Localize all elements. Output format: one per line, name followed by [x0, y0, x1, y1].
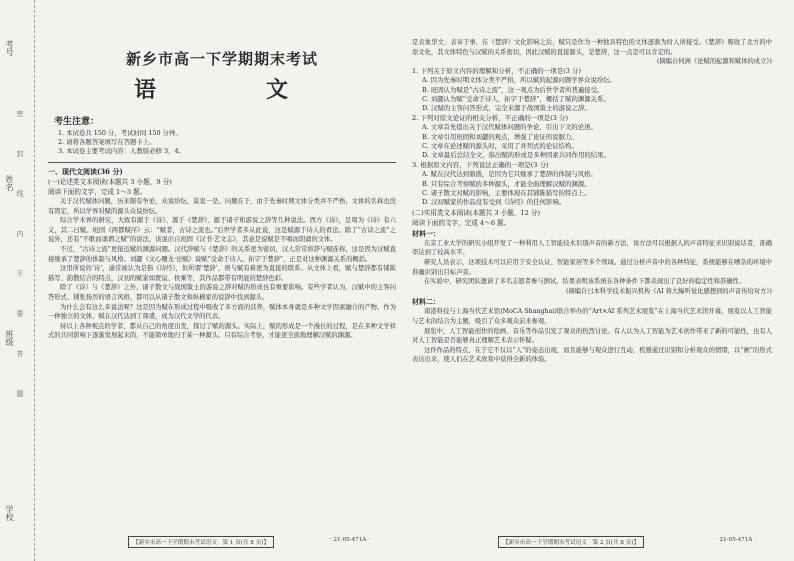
material-source: (摘编自日本科学技术振兴机构《AI 将大幅听觉化感想到的声音传给对方》)	[565, 287, 772, 295]
seal-char: 封	[16, 150, 24, 157]
notice-item: 2. 请将各题答案填写在答题卡上。	[58, 138, 156, 146]
question-option: C. 诸子散文对赋的影响，主要体现在其铺陈描写的特点上。	[422, 189, 591, 198]
seal-char: 密	[16, 110, 24, 117]
passage-source: (摘编自何洲《论赋的起源和赋体的成立》)	[656, 58, 772, 66]
footer-right-code: · 21-05-471A ·	[716, 537, 756, 543]
notice-item: 1. 本试卷共 150 分，考试时间 150 分钟。	[58, 129, 182, 137]
material-paragraph: 展览中，人工智能创作的绘画、音乐等作品引发了观众的热烈讨论。有人认为人工智能为艺术创作带来了新的可能性，也有人对人工智能是否能够真正理解艺术表示怀疑。	[412, 327, 772, 345]
material-paragraph: 这件作品的特点，在于它不仅以“人”的姿态出现，而且能够与观众进行互动，机器通过识别和分析观众的情绪，以“画”的形式表达出来，使人们在艺术欣赏中获得全新的体验。	[412, 346, 772, 364]
binding-label-school: 学校	[5, 505, 14, 521]
footer-left-code: · 21-05-471A ·	[330, 537, 370, 543]
footer-left: 【新乡市高一下学期期末考试语文 第 1 页(共 8 页)】	[128, 536, 274, 548]
material-heading: 材料二：	[412, 297, 440, 307]
seal-char: 要	[16, 310, 24, 317]
section-heading: 一、现代文阅读(36 分)	[48, 167, 123, 176]
question-option: B. 只有综合考察赋的多种源头，才能全面理解汉赋的渊源。	[422, 179, 591, 188]
passage-paragraph: 不过，“古诗之流”更接近赋的渊源问题。汉代辞赋与《楚辞》的关系更为密切，汉人常常将辞与赋连称，这是因为汉赋直接继承了楚辞的体制与风格。刘勰《文心雕龙·诠赋》说赋“受命于诗人，拓宇于楚辞”，正是对这种渊源关系的概括。	[48, 245, 396, 263]
material-heading: 材料一：	[412, 228, 440, 238]
seal-char: 题	[16, 390, 24, 397]
instruction: 阅读下面的文字，完成 1～3 题。	[48, 188, 147, 196]
binding-label-exam-number: 考号	[5, 40, 14, 56]
seal-char: 内	[16, 230, 24, 237]
passage-paragraph: 为什么会有这么多说法呢？这是因为赋在形成过程中吸收了多方面的营养，赋体本身就是多种文学因素融合的产物。作为一种独立的文体，赋在汉代达到了鼎盛，成为汉代文学的代表。	[48, 303, 396, 321]
right-column	[412, 38, 772, 365]
divider	[48, 162, 396, 163]
passage-paragraph: 综合学术界的研究，大致有源于《诗》、源于《楚辞》、源于诸子和游说之辞等几种说法。西方《诗》，是周为《诗》有六义，其二曰赋。班固《两都赋序》云：“赋者，古诗之流也。”后世学者多从此说，这是赋源于诗人的看法。除了“古诗之流”之说外，还有“不歌而诵谓之赋”的说法，该说出自班固《汉书·艺文志》，其意是说赋是不唱而朗诵的文体。	[48, 217, 396, 244]
question-stem: 3. 根据原文内容，下列说法正确的一项是(3 分)	[412, 160, 549, 169]
subsection-heading: (二)实用类文本阅读(本题共 3 小题，12 分)	[412, 208, 541, 217]
question-option: B. 班固认为赋是“古诗之流”，这一观点为后世学者所普遍接受。	[422, 85, 604, 94]
material-paragraph: 研究人员表示，这项技术可以应用于安全认证、智能家居等多个领域。通过分析声音中的各种特征，系统能够在嘈杂的环境中准确识别出目标声音。	[412, 259, 772, 276]
question-option: A. 文章首先提出关于汉代赋体问题的争论，引出下文的论述。	[422, 123, 597, 132]
left-column	[48, 38, 396, 341]
question-option: A. 赋在汉代达到鼎盛，是因为它只继承了楚辞的体制与风格。	[422, 170, 597, 179]
question-option: D. 文章最后总结全文，指出赋的形成是多种因素共同作用的结果。	[422, 151, 610, 160]
notice-item: 3. 本试卷主要考试内容：人教版必修 3、4。	[58, 147, 185, 155]
seal-char: 答	[16, 350, 24, 357]
material-paragraph: 东京工业大学的研究小组开发了一种利用人工智能技术识别声音的新方法，该方法可以根据人的声音特征来识别说话者，准确率达到了较高水平。	[412, 239, 772, 257]
binding-label-class: 班级	[5, 330, 14, 346]
exam-title: 新乡市高一下学期期末考试	[125, 50, 318, 68]
subsection-heading: (一)论述类文本阅读(本题共 3 小题，9 分)	[48, 178, 172, 186]
question-option: A. 因为先秦时期文体分类不严格，所以赋的起源问题学界众说纷纭。	[422, 76, 617, 85]
seal-char: 线	[16, 190, 24, 197]
question-option: B. 文章引用班固和刘勰的观点，增强了论证的说服力。	[422, 132, 578, 141]
question-option: C. 文章在论述赋的源头时，采用了并列式的论证结构。	[422, 142, 578, 151]
question-stem: 1. 下列关于原文内容的理解和分析，不正确的一项是(3 分)	[412, 66, 582, 75]
subject-title: 语 文	[133, 77, 310, 103]
seal-char: 不	[16, 270, 24, 277]
material-paragraph: 南港科技与上海当代艺术馆(MoCA Shanghai)联合举办的“Art×AI 系列艺术展览”在上海当代艺术馆开幕，展览以人工智能与艺术的结合为主题，吸引了众多观众前来参观。	[412, 308, 772, 326]
binding-margin	[0, 0, 35, 561]
passage-paragraph: 除了《诗》与《楚辞》之外，诸子散文与战国策士的游说之辞对赋的形成也有重要影响。有些学者认为，汉赋中的主客问答形式、铺张扬厉的语言风格，都可以从诸子散文和纵横家的说辞中找到源头。	[48, 284, 396, 301]
question-option: C. 刘勰认为赋“受命于诗人，拓宇于楚辞”，概括了赋的渊源关系。	[422, 95, 610, 103]
passage-paragraph: 这里所说的‘诗’，通常被认为是指《诗经》，但所谓‘楚辞’，则与赋有着更为直接的联系。从文体上看，赋与楚辞都有铺陈描写、韵散结合的特点，汉初的赋家如贾谊、枚乘等，其作品都带有明显的楚辞色彩。	[48, 265, 396, 282]
passage-continuation: 是表象华文、表寄于事，在《楚辞》文化影响之后，赋只是作为一种独具特色的文体逐渐为时人所接受。《楚辞》吸收了北方的中原文化，其文体特色与汉赋的关系密切，因此汉赋的直接源头，是楚辞，这一点是可以肯定的。	[412, 39, 772, 56]
passage-paragraph: 持以上各种观点的学者，都从自己的角度出发，探讨了赋的源头。实际上，赋的形成是一个漫长的过程，是在多种文学样式的共同影响下逐渐发展起来的，不能简单地归于某一种源头。只有综合考察，才能更全面地理解汉赋的渊源。	[48, 322, 396, 340]
question-stem: 2. 下列对原文论证的相关分析，不正确的一项是(3 分)	[412, 113, 569, 122]
notice-heading: 考生注意：	[54, 117, 100, 127]
footer-right: 【新乡市高一下学期期末考试语文 第 2 页(共 8 页)】	[498, 536, 644, 548]
question-option: D. 汉初赋家的作品没有受到《诗经》的任何影响。	[422, 198, 566, 207]
instruction: 阅读下面的文字，完成 4～6 题。	[412, 218, 511, 227]
material-paragraph: 在实验中，研究团队邀请了多名志愿者参与测试，结果表明该系统在各种条件下都表现出了良好的稳定性和准确性。	[424, 278, 746, 286]
question-option: D. 汉赋的主客问答形式，完全来源于战国策士的游说之辞。	[422, 104, 591, 113]
binding-label-name: 姓名	[5, 175, 14, 191]
passage-paragraph: 关于汉代赋体问题，历来颇有争论，众说纷纭，莫衷一是。问题在于，由于先秦时期文体分类并不严格，文体的名称也没有固定，所以学界对赋的源头众说纷纭。	[48, 198, 396, 215]
